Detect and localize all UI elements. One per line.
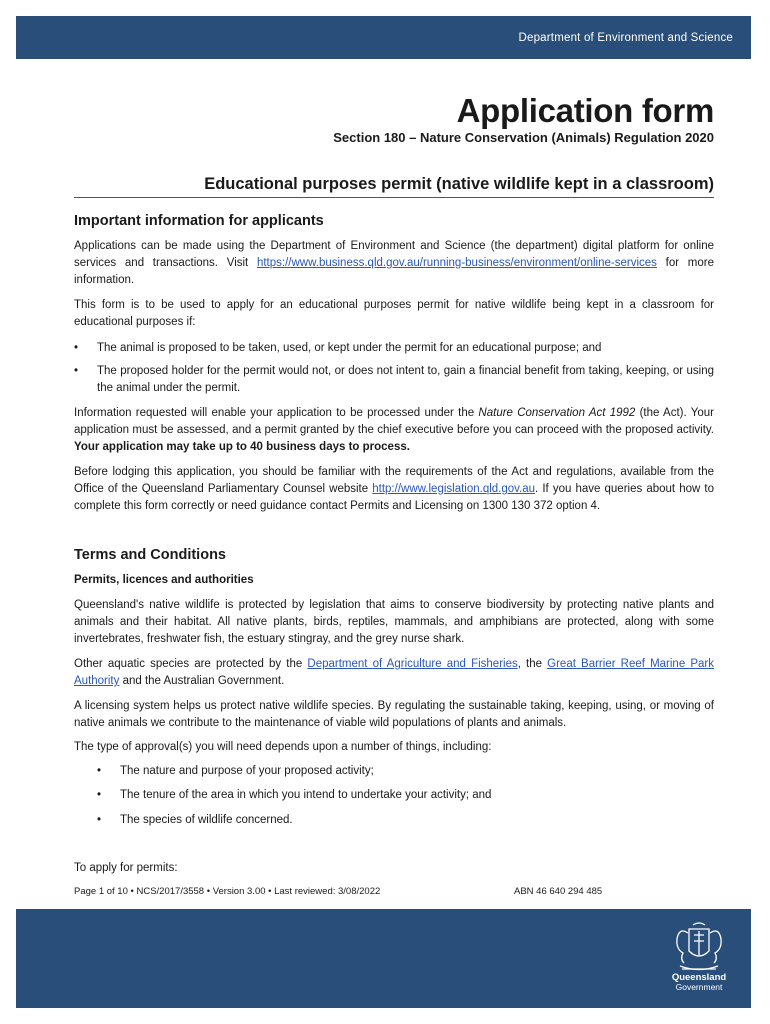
legislation-link[interactable]: http://www.legislation.qld.gov.au	[372, 483, 536, 495]
online-services-link[interactable]: https://www.business.qld.gov.au/running-business/environment/online-services	[256, 257, 657, 269]
list-item: • The species of wildlife concerned.	[97, 814, 293, 826]
page-title: Application form	[456, 92, 714, 129]
aquatic-paragraph: Other aquatic species are protected by the Department of Agriculture and Fisheries, the Great Barrier Reef Marine Park Authority and the Australian Government.	[74, 658, 714, 687]
agriculture-link[interactable]: Department of Agriculture and Fisheries	[307, 658, 518, 670]
list-item: • The tenure of the area in which you intend to undertake your activity; and	[97, 789, 492, 801]
list-item: • The nature and purpose of your proposed activity;	[97, 765, 374, 777]
licensing-paragraph: A licensing system helps us protect native wildlife species. By regulating the sustainable taking, keeping, using, or moving of native animals we contribute to the maintenance of viable wild populations of plants and animals.	[74, 700, 714, 729]
act-paragraph: Information requested will enable your application to be processed under the Nature Conservation Act 1992 (the Act). Your application must be assessed, and a permit granted by the chief executive before you can proceed with the proposed activity. Your application may take up to 40 business days to process.	[74, 407, 714, 453]
logo-text-queensland: Queensland	[671, 972, 727, 983]
apply-paragraph: To apply for permits:	[74, 862, 178, 874]
queensland-government-logo	[669, 921, 729, 999]
header-band	[16, 16, 751, 59]
list-item: • The proposed holder for the permit would not, or does not intent to, gain a financial benefit from taking, keeping, or using the animal under the permit.	[74, 365, 714, 394]
logo-text-government: Government	[675, 982, 723, 992]
coat-of-arms-icon	[672, 921, 726, 973]
department-name: Department of Environment and Science	[518, 32, 733, 44]
footer-info: Page 1 of 10 • NCS/2017/3558 • Version 3.00 • Last reviewed: 3/08/2022	[74, 886, 381, 897]
reef-authority-link[interactable]: Great Barrier Reef Marine Park Authority	[74, 658, 714, 687]
important-heading: Important information for applicants	[74, 213, 324, 229]
purpose-paragraph: This form is to be used to apply for an educational purposes permit for native wildlife being kept in a classroom for educational purposes if:	[74, 299, 714, 328]
footer-abn: ABN 46 640 294 485	[514, 886, 603, 897]
page-subtitle: Section 180 – Nature Conservation (Animals) Regulation 2020	[333, 130, 714, 145]
terms-heading: Terms and Conditions	[74, 547, 226, 563]
approval-paragraph: The type of approval(s) you will need depends upon a number of things, including:	[74, 741, 492, 753]
intro-paragraph: Applications can be made using the Department of Environment and Science (the department) digital platform for online services and transactions. Visit https://www.business.qld.gov.au/running-business/environment/online-services for more information.	[74, 240, 714, 286]
legislation-paragraph: Before lodging this application, you should be familiar with the requirements of the Act and regulations, available from the Office of the Queensland Parliamentary Counsel website http://www.legislation.qld.gov.au. If you have queries about how to complete this form correctly or need guidance contact Permits and Licensing on 1300 130 372 option 4.	[74, 466, 714, 512]
footer-band	[16, 909, 751, 1008]
wildlife-paragraph: Queensland's native wildlife is protected by legislation that aims to conserve biodiversity by protecting native plants and animals and their habitat. All native plants, birds, reptiles, mammals, and amphibians are protected, along with some invertebrates, freshwater fish, the estuary stingray, and the grey nurse shark.	[74, 599, 714, 645]
permits-subheading: Permits, licences and authorities	[74, 574, 254, 586]
list-item: • The animal is proposed to be taken, used, or kept under the permit for an educational purpose; and	[74, 342, 602, 354]
permit-title: Educational purposes permit (native wildlife kept in a classroom)	[74, 175, 714, 198]
